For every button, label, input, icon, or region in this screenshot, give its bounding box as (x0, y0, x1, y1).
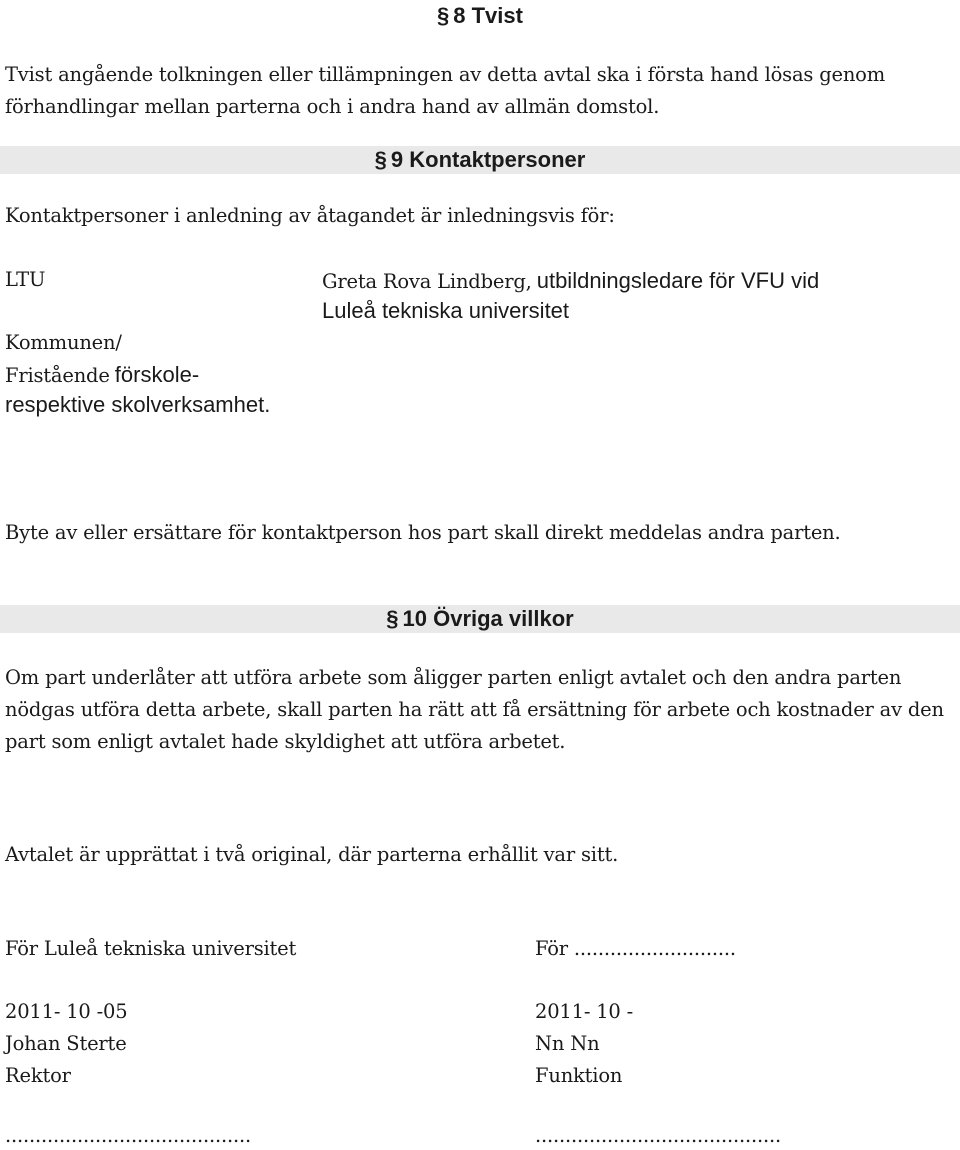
signature-right-date: 2011- 10 - (535, 1000, 634, 1023)
section-9-heading (0, 147, 960, 173)
kommun-label-forskole: förskole- (114, 362, 200, 387)
ltu-contact-name: Greta Rova Lindberg, (322, 270, 532, 293)
closing-statement: Avtalet är upprättat i två original, där parterna erhållit var sitt. (5, 843, 619, 866)
section-9-intro: Kontaktpersoner i anledning av åtagandet är inledningsvis för: (5, 204, 615, 227)
signature-left-line: ......................................... (5, 1124, 251, 1147)
section-10-title: 10 Övriga villkor (402, 606, 574, 631)
paragraph-sign: § (374, 147, 387, 172)
signature-left-role: Rektor (5, 1064, 71, 1087)
paragraph-sign: § (386, 606, 399, 631)
section-10-heading (0, 606, 960, 632)
signature-left-name: Johan Sterte (5, 1032, 127, 1055)
signature-right-role: Funktion (535, 1064, 623, 1087)
section-8-heading (0, 3, 960, 29)
signature-right-line: ......................................... (535, 1124, 781, 1147)
kommun-label-fristaende: Fristående (5, 364, 110, 387)
ltu-contact-role: utbildningsledare för VFU vid (536, 268, 820, 293)
signature-left-for: För Luleå tekniska universitet (5, 937, 297, 960)
section-9-title: 9 Kontaktpersoner (390, 147, 586, 172)
section-8-body: Tvist angående tolkningen eller tillämpningen av detta avtal ska i första hand lösas genom förhandlingar mellan parterna och i andra hand av allmän domstol. (5, 63, 886, 118)
signature-right-name: Nn Nn (535, 1032, 600, 1055)
kommun-label-line-2 (5, 362, 199, 388)
ltu-contact-org: Luleå tekniska universitet (322, 298, 570, 323)
signature-left-date: 2011- 10 -05 (5, 1000, 128, 1023)
section-10-body: Om part underlåter att utföra arbete som åligger parten enligt avtalet och den andra parten nödgas utföra detta arbete, skall parten ha rätt att få ersättning för arbete och kostnader av den part som enligt avtalet hade skyldighet att utföra arbetet. (5, 666, 944, 753)
paragraph-sign: § (437, 3, 450, 28)
section-9-change-notice: Byte av eller ersättare för kontaktperson hos part skall direkt meddelas andra parten. (5, 521, 841, 544)
ltu-contact (322, 268, 819, 294)
section-8-title: 8 Tvist (453, 3, 523, 28)
signature-right-for: För ........................... (535, 937, 736, 960)
kommun-label-line-3: respektive skolverksamhet. (5, 392, 271, 417)
kommun-label-line-1: Kommunen/ (5, 331, 122, 354)
ltu-label: LTU (5, 268, 46, 291)
